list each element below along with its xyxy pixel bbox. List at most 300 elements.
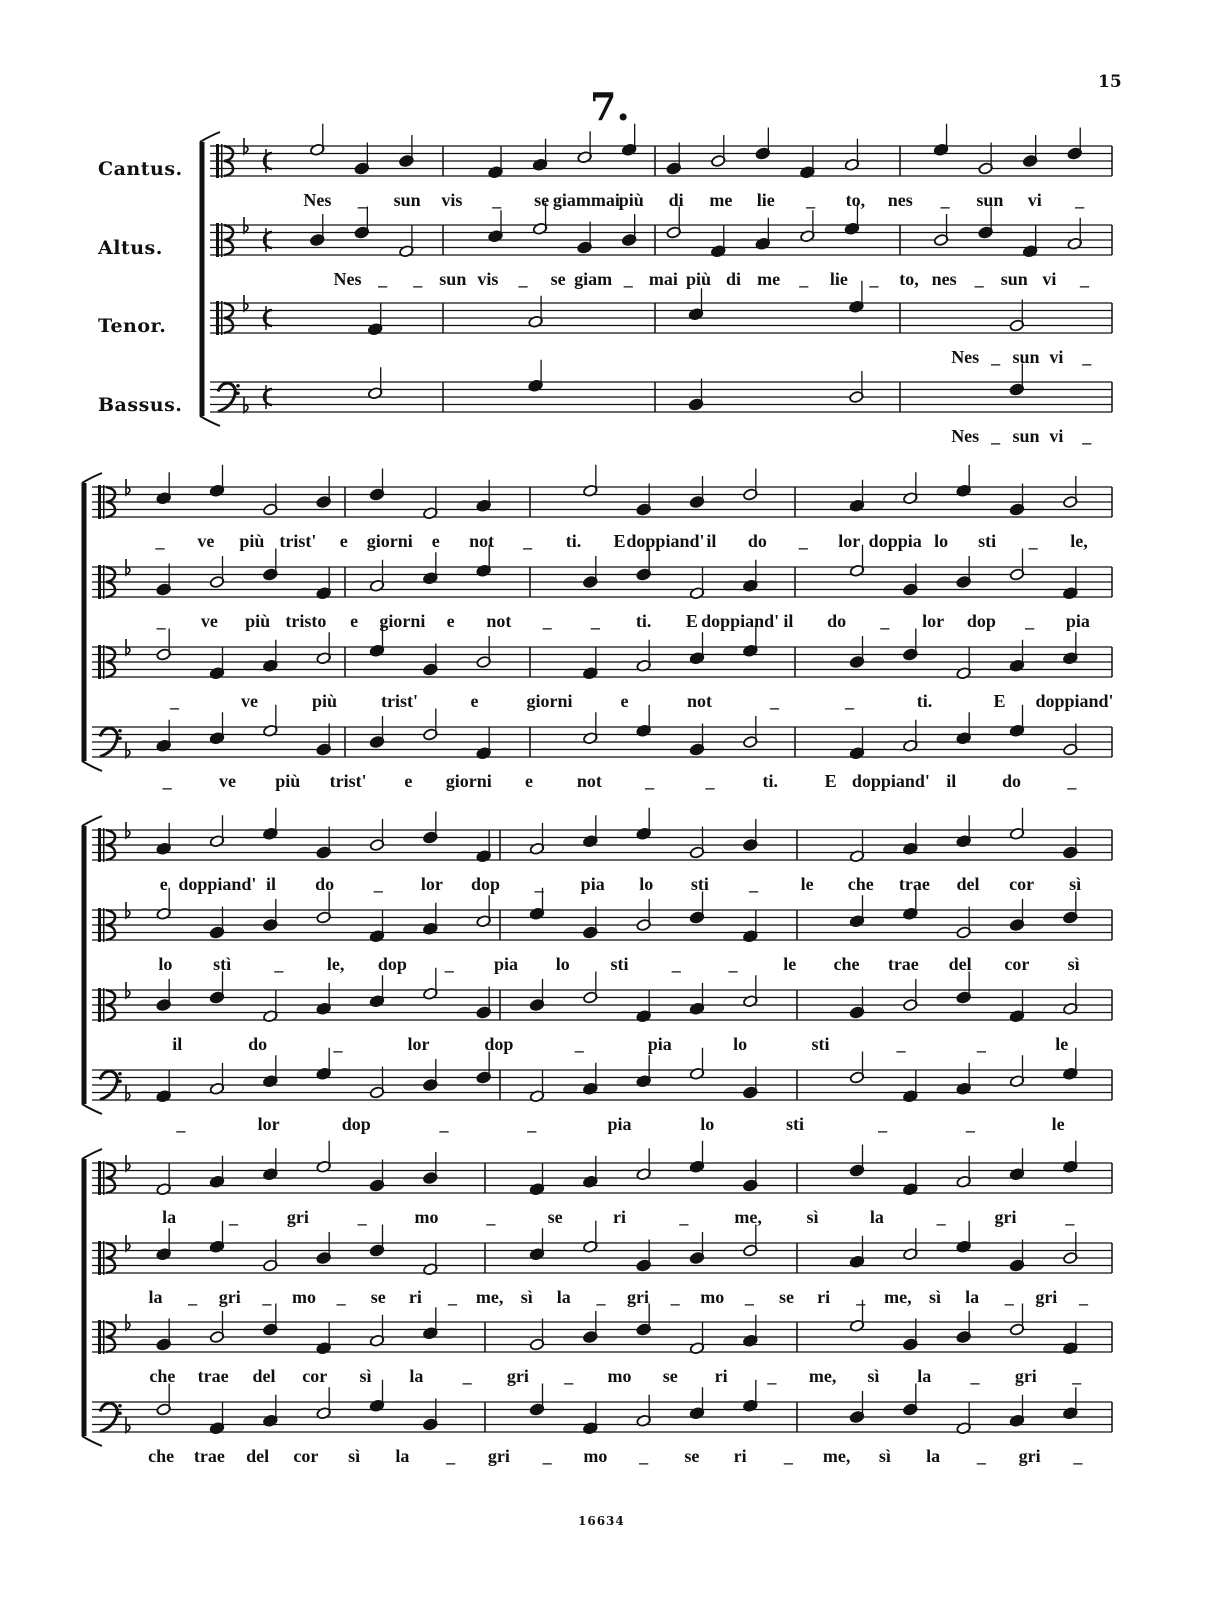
c-clef xyxy=(103,1161,105,1195)
lyric-syllable: mo xyxy=(292,1287,317,1307)
lyric-syllable: il xyxy=(172,1034,183,1054)
lyric-syllable: e xyxy=(350,611,359,631)
lyric-syllable: trist' xyxy=(279,531,317,551)
lyric-syllable: _ xyxy=(447,1287,457,1307)
lyric-syllable: più xyxy=(685,269,711,289)
lyric-syllable: _ xyxy=(413,269,423,289)
lyric-syllable: pia xyxy=(647,1034,672,1054)
lyric-syllable: trae xyxy=(197,1366,229,1386)
lyric-syllable: sì xyxy=(867,1366,880,1386)
lyric-syllable: _ xyxy=(799,269,809,289)
lyric-syllable: lie xyxy=(756,190,775,210)
lyric-syllable: e xyxy=(431,531,440,551)
lyric-syllable: ri xyxy=(817,1287,831,1307)
lyric-syllable: _ xyxy=(1082,347,1092,367)
lyric-syllable: not xyxy=(576,771,602,791)
lyric-syllable: _ xyxy=(623,269,633,289)
lyric-syllable: E xyxy=(824,771,837,791)
lyric-syllable: _ xyxy=(574,1034,584,1054)
lyric-syllable: ti. xyxy=(762,771,779,791)
lyric-syllable: del xyxy=(948,954,972,974)
page-number: 15 xyxy=(1098,72,1122,92)
lyric-syllable: del xyxy=(252,1366,276,1386)
lyric-syllable: le, xyxy=(326,954,345,974)
lyric-syllable: doppia xyxy=(868,531,922,551)
lyric-syllable: le xyxy=(800,874,814,894)
c-clef xyxy=(216,301,219,335)
lyric-syllable: _ xyxy=(806,190,816,210)
lyric-syllable: _ xyxy=(1073,1446,1083,1466)
lyric-syllable: sun xyxy=(976,190,1004,210)
lyric-syllable: lor xyxy=(257,1114,280,1134)
lyric-syllable: la xyxy=(162,1207,177,1227)
lyric-syllable: che xyxy=(149,1366,176,1386)
lyric-syllable: vis xyxy=(441,190,463,210)
lyric-syllable: _ xyxy=(976,1034,986,1054)
f-clef-dot xyxy=(118,1404,122,1408)
lyric-syllable: la xyxy=(556,1287,571,1307)
lyric-syllable: _ xyxy=(162,771,172,791)
lyric-syllable: e xyxy=(404,771,413,791)
lyric-syllable: do xyxy=(1002,771,1022,791)
lyric-syllable: ve xyxy=(197,531,215,551)
lyric-syllable: sun xyxy=(1000,269,1028,289)
lyric-syllable: Nes xyxy=(951,347,980,367)
lyric-syllable: E xyxy=(685,611,698,631)
lyric-syllable: doppiand' xyxy=(178,874,257,894)
lyric-syllable: gri xyxy=(487,1446,510,1466)
lyric-syllable: sti xyxy=(690,874,709,894)
lyric-syllable: _ xyxy=(1065,1207,1075,1227)
lyric-syllable: not xyxy=(686,691,713,711)
lyric-syllable: _ xyxy=(1025,611,1035,631)
lyric-syllable: Nes xyxy=(951,426,980,446)
lyric-syllable: del xyxy=(956,874,980,894)
lyric-syllable: _ xyxy=(671,954,681,974)
lyric-syllable: E xyxy=(613,531,626,551)
lyric-syllable: giammai xyxy=(552,190,620,210)
lyric-syllable: gri xyxy=(1014,1366,1037,1386)
lyric-syllable: _ xyxy=(991,347,1001,367)
lyric-syllable: trae xyxy=(887,954,919,974)
lyric-syllable: _ xyxy=(462,1366,472,1386)
lyric-syllable: to, xyxy=(845,190,866,210)
lyric-syllable: cor xyxy=(1009,874,1035,894)
c-clef xyxy=(98,565,101,599)
lyric-syllable: _ xyxy=(176,1114,186,1134)
c-clef xyxy=(221,301,223,335)
lyric-syllable: _ xyxy=(783,1446,793,1466)
lyric-syllable: e xyxy=(339,531,348,551)
lyric-syllable: not xyxy=(469,531,495,551)
lyric-syllable: do xyxy=(827,611,847,631)
lyric-syllable: dop xyxy=(470,874,500,894)
lyric-syllable: il xyxy=(783,611,794,631)
lyric-syllable: _ xyxy=(976,1446,986,1466)
lyric-syllable: le xyxy=(1051,1114,1065,1134)
lyric-syllable: cor xyxy=(1004,954,1030,974)
lyric-syllable: _ xyxy=(880,611,890,631)
lyric-syllable: che xyxy=(148,1446,175,1466)
lyric-syllable: _ xyxy=(170,691,179,711)
lyric-syllable: _ xyxy=(564,1366,574,1386)
c-clef xyxy=(98,1320,101,1354)
lyric-syllable: nes xyxy=(931,269,957,289)
lyric-syllable: Nes xyxy=(333,269,362,289)
lyric-syllable: giorni xyxy=(379,611,426,631)
lyric-syllable: _ xyxy=(333,1034,343,1054)
lyric-syllable: pia xyxy=(1065,611,1090,631)
lyric-syllable: _ xyxy=(1067,771,1077,791)
lyric-syllable: _ xyxy=(357,1207,367,1227)
lyric-syllable: di xyxy=(726,269,742,289)
lyric-syllable: trae xyxy=(193,1446,225,1466)
c-clef xyxy=(103,645,105,679)
lyric-syllable: lo xyxy=(700,1114,715,1134)
lyric-syllable: _ xyxy=(744,1287,754,1307)
lyric-syllable: sì xyxy=(1067,954,1080,974)
lyric-syllable: _ xyxy=(767,1366,777,1386)
lyric-syllable: _ xyxy=(869,269,879,289)
lyric-syllable: _ xyxy=(596,1287,606,1307)
lyric-syllable: che xyxy=(833,954,860,974)
c-clef xyxy=(98,988,101,1022)
lyric-syllable: _ xyxy=(705,771,715,791)
lyric-syllable: sti xyxy=(811,1034,830,1054)
lyric-syllable: lor xyxy=(407,1034,430,1054)
voice-label-altus: Altus. xyxy=(98,237,163,259)
lyric-syllable: trist' xyxy=(329,771,367,791)
lyric-syllable: _ xyxy=(940,190,950,210)
lyric-syllable: più xyxy=(618,190,644,210)
lyric-syllable: il xyxy=(706,531,717,551)
lyric-syllable: _ xyxy=(991,426,1001,446)
lyric-syllable: gri xyxy=(1018,1446,1041,1466)
lyric-syllable: _ xyxy=(970,1366,980,1386)
lyric-syllable: e xyxy=(446,611,455,631)
lyric-syllable: e xyxy=(159,874,168,894)
lyric-syllable: sun xyxy=(1012,426,1040,446)
c-clef xyxy=(103,1241,105,1275)
lyric-syllable: _ xyxy=(378,269,388,289)
f-clef-dot xyxy=(118,1072,122,1076)
lyric-syllable: _ xyxy=(798,531,808,551)
lyric-syllable: doppiand' xyxy=(626,531,705,551)
lyric-syllable: _ xyxy=(486,1207,496,1227)
f-clef-dot xyxy=(236,384,240,388)
lyric-syllable: dop xyxy=(966,611,996,631)
lyric-syllable: _ xyxy=(373,874,383,894)
lyric-syllable: sun xyxy=(393,190,421,210)
lyric-syllable: me xyxy=(709,190,733,210)
piece-number: 7. xyxy=(590,84,630,129)
lyric-syllable: _ xyxy=(542,1446,552,1466)
lyric-syllable: _ xyxy=(518,269,528,289)
lyric-syllable: _ xyxy=(1075,190,1085,210)
lyric-syllable: giorni xyxy=(366,531,413,551)
plate-number: 16634 xyxy=(578,1514,625,1528)
lyric-syllable: lor xyxy=(838,531,861,551)
lyric-syllable: gri xyxy=(286,1207,309,1227)
c-clef xyxy=(221,144,223,178)
lyric-syllable: _ xyxy=(1082,426,1092,446)
lyric-syllable: di xyxy=(668,190,684,210)
lyric-syllable: gri xyxy=(627,1287,650,1307)
lyric-syllable: _ xyxy=(670,1287,680,1307)
lyric-syllable: _ xyxy=(439,1114,449,1134)
c-clef xyxy=(103,988,105,1022)
lyric-syllable: giorni xyxy=(526,691,573,711)
lyric-syllable: _ xyxy=(155,531,165,551)
lyric-syllable: tristo xyxy=(285,611,327,631)
lyric-syllable: me, xyxy=(884,1287,912,1307)
lyric-syllable: ti. xyxy=(916,691,933,711)
lyric-syllable: trist' xyxy=(381,691,418,711)
lyric-syllable: _ xyxy=(590,611,600,631)
lyric-syllable: doppiand' xyxy=(851,771,930,791)
lyric-syllable: mo xyxy=(414,1207,439,1227)
lyric-syllable: sì xyxy=(348,1446,361,1466)
lyric-syllable: ri xyxy=(613,1207,626,1227)
lyric-syllable: ti. xyxy=(635,611,652,631)
lyric-syllable: se xyxy=(547,1207,563,1227)
lyric-syllable: sì xyxy=(520,1287,533,1307)
lyric-syllable: vi xyxy=(1049,347,1064,367)
lyric-syllable: _ xyxy=(679,1207,689,1227)
lyric-syllable: giam xyxy=(574,269,613,289)
lyric-syllable: più xyxy=(239,531,265,551)
lyric-syllable: il xyxy=(946,771,957,791)
f-clef-dot xyxy=(118,1079,122,1083)
lyric-syllable: pia xyxy=(580,874,605,894)
lyric-syllable: lo xyxy=(639,874,654,894)
lyric-syllable: _ xyxy=(1079,269,1089,289)
lyric-syllable: vis xyxy=(477,269,499,289)
lyric-syllable: lo xyxy=(158,954,173,974)
lyric-syllable: lor xyxy=(420,874,443,894)
lyric-syllable: ri xyxy=(733,1446,747,1466)
c-clef xyxy=(103,565,105,599)
c-clef xyxy=(221,223,223,257)
lyric-syllable: dop xyxy=(484,1034,514,1054)
lyric-syllable: le xyxy=(1055,1034,1069,1054)
c-clef xyxy=(98,485,101,519)
lyric-syllable: doppiand' xyxy=(1035,691,1114,711)
lyric-syllable: stì xyxy=(213,954,232,974)
lyric-syllable: ri xyxy=(714,1366,728,1386)
lyric-syllable: _ xyxy=(965,1114,975,1134)
lyric-syllable: cor xyxy=(302,1366,328,1386)
lyric-syllable: se xyxy=(534,190,550,210)
lyric-syllable: mai xyxy=(648,269,678,289)
lyric-syllable: ri xyxy=(408,1287,422,1307)
lyric-syllable: mo xyxy=(607,1366,632,1386)
lyric-syllable: sì xyxy=(359,1366,372,1386)
f-clef-dot xyxy=(118,729,122,733)
c-clef xyxy=(98,645,101,679)
bracket-hook xyxy=(82,761,102,771)
lyric-syllable: _ xyxy=(974,269,984,289)
lyric-syllable: e xyxy=(620,691,629,711)
lyric-syllable: sì xyxy=(1069,874,1082,894)
lyric-syllable: _ xyxy=(1028,531,1038,551)
lyric-syllable: me, xyxy=(822,1446,851,1466)
lyric-syllable: sti xyxy=(610,954,629,974)
lyric-syllable: _ xyxy=(749,874,759,894)
lyric-syllable: _ xyxy=(444,954,454,974)
lyric-syllable: _ xyxy=(1004,1287,1014,1307)
lyric-syllable: sti xyxy=(978,531,997,551)
lyric-syllable: lo xyxy=(733,1034,748,1054)
lyric-syllable: _ xyxy=(262,1287,272,1307)
lyric-syllable: not xyxy=(486,611,512,631)
lyric-syllable: sti xyxy=(785,1114,804,1134)
lyric-syllable: me, xyxy=(808,1366,837,1386)
bracket-hook xyxy=(82,473,102,483)
lyric-syllable: _ xyxy=(446,1446,456,1466)
lyric-syllable: _ xyxy=(188,1287,198,1307)
lyric-syllable: _ xyxy=(845,691,854,711)
lyric-syllable: _ xyxy=(856,1287,866,1307)
lyric-syllable: la xyxy=(965,1287,980,1307)
lyric-syllable: e xyxy=(525,771,534,791)
lyric-syllable: gri xyxy=(506,1366,529,1386)
lyric-syllable: me xyxy=(757,269,781,289)
lyric-syllable: se xyxy=(684,1446,700,1466)
lyric-syllable: _ xyxy=(1078,1287,1088,1307)
lyric-syllable: se xyxy=(662,1366,678,1386)
lyric-syllable: sì xyxy=(878,1446,891,1466)
c-clef xyxy=(103,485,105,519)
c-clef xyxy=(216,144,219,178)
bracket-hook xyxy=(82,1104,102,1114)
bracket-hook xyxy=(200,132,220,142)
lyric-syllable: giorni xyxy=(445,771,492,791)
f-clef-dot xyxy=(118,1411,122,1415)
lyric-syllable: _ xyxy=(542,611,552,631)
lyric-syllable: mo xyxy=(583,1446,608,1466)
lyric-syllable: ve xyxy=(218,771,236,791)
lyric-syllable: le xyxy=(783,954,797,974)
lyric-syllable: me, xyxy=(734,1207,762,1227)
lyric-syllable: pia xyxy=(493,954,518,974)
lyric-syllable: vi xyxy=(1042,269,1057,289)
lyric-syllable: lor xyxy=(922,611,945,631)
lyric-syllable: che xyxy=(847,874,874,894)
lyric-syllable: cor xyxy=(293,1446,319,1466)
lyric-syllable: ve xyxy=(200,611,218,631)
c-clef xyxy=(103,908,105,942)
f-clef-dot xyxy=(118,736,122,740)
lyric-syllable: to, xyxy=(899,269,919,289)
lyric-syllable: la xyxy=(148,1287,163,1307)
c-clef xyxy=(103,1320,105,1354)
lyric-syllable: la xyxy=(395,1446,410,1466)
lyric-syllable: sun xyxy=(439,269,467,289)
bracket-hook xyxy=(200,416,220,426)
lyric-syllable: E xyxy=(993,691,1006,711)
lyric-syllable: vi xyxy=(1027,190,1042,210)
lyric-syllable: più xyxy=(275,771,301,791)
c-clef xyxy=(98,908,101,942)
lyric-syllable: do xyxy=(248,1034,268,1054)
lyric-syllable: _ xyxy=(156,611,166,631)
lyric-syllable: la xyxy=(917,1366,932,1386)
lyric-syllable: ti. xyxy=(565,531,582,551)
lyric-syllable: _ xyxy=(639,1446,649,1466)
c-clef xyxy=(98,1161,101,1195)
lyric-syllable: le, xyxy=(1070,531,1088,551)
lyric-syllable: il xyxy=(266,874,277,894)
lyric-syllable: lie xyxy=(829,269,848,289)
lyric-syllable: più xyxy=(311,691,338,711)
lyric-syllable: sì xyxy=(806,1207,819,1227)
lyric-syllable: la xyxy=(869,1207,884,1227)
lyric-syllable: vi xyxy=(1049,426,1064,446)
lyric-syllable: la xyxy=(926,1446,941,1466)
lyric-syllable: pia xyxy=(607,1114,632,1134)
lyric-syllable: Nes xyxy=(303,190,332,210)
lyric-syllable: _ xyxy=(728,954,738,974)
lyric-syllable: _ xyxy=(336,1287,346,1307)
lyric-syllable: _ xyxy=(523,531,533,551)
lyric-syllable: do xyxy=(315,874,335,894)
lyric-syllable: mo xyxy=(700,1287,725,1307)
lyric-syllable: sun xyxy=(1012,347,1040,367)
lyric-syllable: trae xyxy=(898,874,930,894)
c-clef xyxy=(216,223,219,257)
voice-label-tenor: Tenor. xyxy=(98,315,167,337)
lyric-syllable: la xyxy=(409,1366,424,1386)
lyric-syllable: _ xyxy=(534,874,544,894)
lyric-syllable: _ xyxy=(492,190,502,210)
lyric-syllable: dop xyxy=(377,954,407,974)
bracket-hook xyxy=(82,816,102,826)
c-clef xyxy=(98,828,101,862)
c-clef xyxy=(98,1241,101,1275)
lyric-syllable: se xyxy=(779,1287,795,1307)
lyric-syllable: doppiand' xyxy=(701,611,780,631)
lyric-syllable: _ xyxy=(936,1207,946,1227)
lyric-syllable: _ xyxy=(357,190,367,210)
lyric-syllable: lo xyxy=(934,531,949,551)
voice-label-bassus: Bassus. xyxy=(98,394,183,416)
lyric-syllable: sì xyxy=(928,1287,941,1307)
lyric-syllable: do xyxy=(747,531,767,551)
lyric-syllable: dop xyxy=(341,1114,371,1134)
lyric-syllable: nes xyxy=(887,190,913,210)
lyric-syllable: se xyxy=(550,269,566,289)
c-clef xyxy=(103,828,105,862)
lyric-syllable: del xyxy=(246,1446,270,1466)
lyric-syllable: gri xyxy=(994,1207,1017,1227)
f-clef-dot xyxy=(236,391,240,395)
lyric-syllable: _ xyxy=(896,1034,906,1054)
lyric-syllable: _ xyxy=(645,771,655,791)
lyric-syllable: se xyxy=(370,1287,386,1307)
lyric-syllable: _ xyxy=(878,1114,888,1134)
lyric-syllable: lo xyxy=(555,954,570,974)
lyric-syllable: ve xyxy=(241,691,258,711)
lyric-syllable: gri xyxy=(1035,1287,1058,1307)
bracket-hook xyxy=(82,1436,102,1446)
lyric-syllable: _ xyxy=(229,1207,238,1227)
lyric-syllable: me, xyxy=(475,1287,504,1307)
lyric-syllable: e xyxy=(470,691,479,711)
lyric-syllable: più xyxy=(245,611,271,631)
lyric-syllable: _ xyxy=(527,1114,537,1134)
voice-label-cantus: Cantus. xyxy=(98,158,183,180)
